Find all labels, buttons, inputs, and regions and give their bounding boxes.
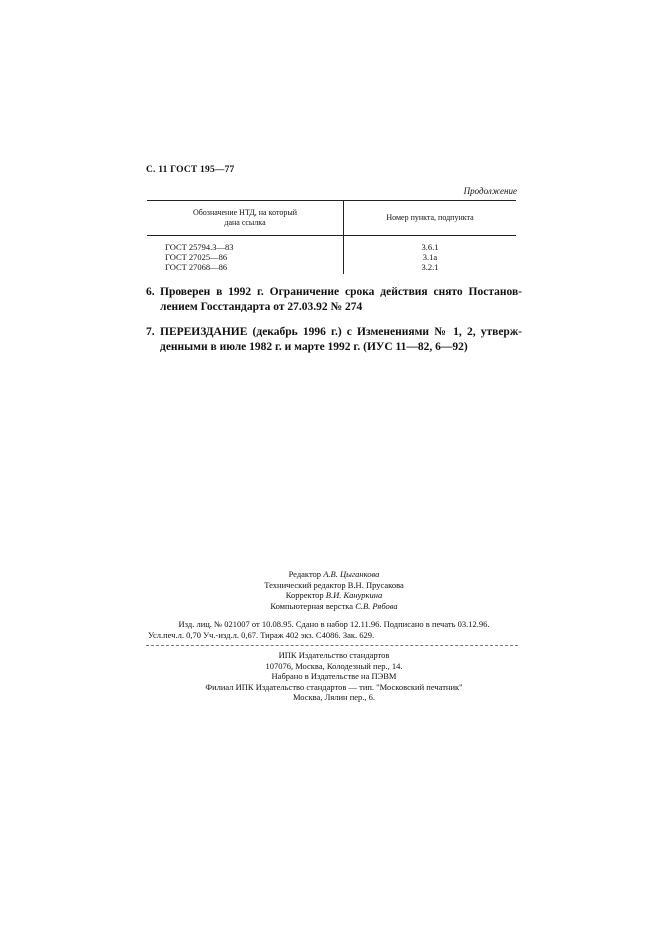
item-6-line1-text: Проверен в 1992 г. Ограничение срока действия снято Постанов- [160,286,522,298]
credit-role: Корректор [285,590,324,600]
table-header-row [147,201,516,236]
credit-role: Редактор [288,569,322,579]
credit-tech-editor [146,580,522,591]
publisher-line: Москва, Лялин пер., 6. [292,692,376,702]
table-cell-document: ГОСТ 27068—86 [165,262,228,272]
credit-role: Технический редактор [264,579,346,590]
credit-name: С.В. Рябова [355,600,398,611]
credit-proofreader [146,590,522,601]
item-7-paragraph [146,325,522,354]
item-7-line2: денными в июле 1982 г. и марте 1992 г. (ИУС 11—82, 6—92) [160,340,468,353]
table-cell-item: 3.6.1 [344,236,517,253]
credit-name: В.И. Кануркина [325,590,383,600]
divider [146,645,518,646]
item-7-line1 [146,325,522,340]
publisher-line: ИПК Издательство стандартов [278,650,390,660]
table-cell-document: ГОСТ 25794.3—83 [165,242,234,252]
item-6-line1 [146,285,522,300]
credit-layout [146,601,522,612]
column-header-document-line1: Обозначение НТД, на который [192,208,298,217]
item-7-line1-text: ПЕРЕИЗДАНИЕ (декабрь 1996 г.) с Изменениями № 1, 2, утверж- [160,326,522,338]
reference-table [147,200,516,274]
table-row [147,252,516,262]
imprint-line2: Усл.печ.л. 0,70 Уч.-изд.л. 0,67. Тираж 402 экз. С4086. Зак. 629. [148,629,375,640]
column-header-item: Номер пункта, подпункта [344,201,517,236]
table-row [147,236,516,253]
publisher-line: 107076, Москва, Колодезный пер., 14. [265,660,403,671]
continuation-label: Продолжение [463,186,517,196]
column-header-document [147,201,344,236]
credit-name: А.В. Цыганкова [323,569,380,579]
table-cell-document: ГОСТ 27025—86 [165,252,228,262]
credit-role: Компьютерная верстка [270,600,354,611]
item-7-number: 7. [146,326,155,338]
item-6-number: 6. [146,286,155,298]
publisher-block [146,650,522,703]
item-6-line2: лением Госстандарта от 27.03.92 № 274 [160,300,363,313]
publisher-line: Филиал ИПК Издательство стандартов — тип. "Московский печатник" [205,681,463,692]
table-row [147,262,516,274]
item-6-paragraph [146,285,522,314]
imprint-line1: Изд. лиц. № 021007 от 10.08.95. Сдано в набор 12.11.96. Подписано в печать 03.12.96. [178,619,490,629]
column-header-document-line2: дана ссылка [224,218,266,227]
table-cell-item: 3.2.1 [344,262,517,274]
credit-editor [146,569,522,580]
credit-name: В.Н. Прусакова [347,579,404,590]
credits-block [146,569,522,611]
page-header: С. 11 ГОСТ 195—77 [146,165,235,175]
publisher-line: Набрано в Издательстве на ПЭВМ [271,671,397,681]
table-cell-item: 3.1а [344,252,517,262]
imprint-block [146,619,522,640]
